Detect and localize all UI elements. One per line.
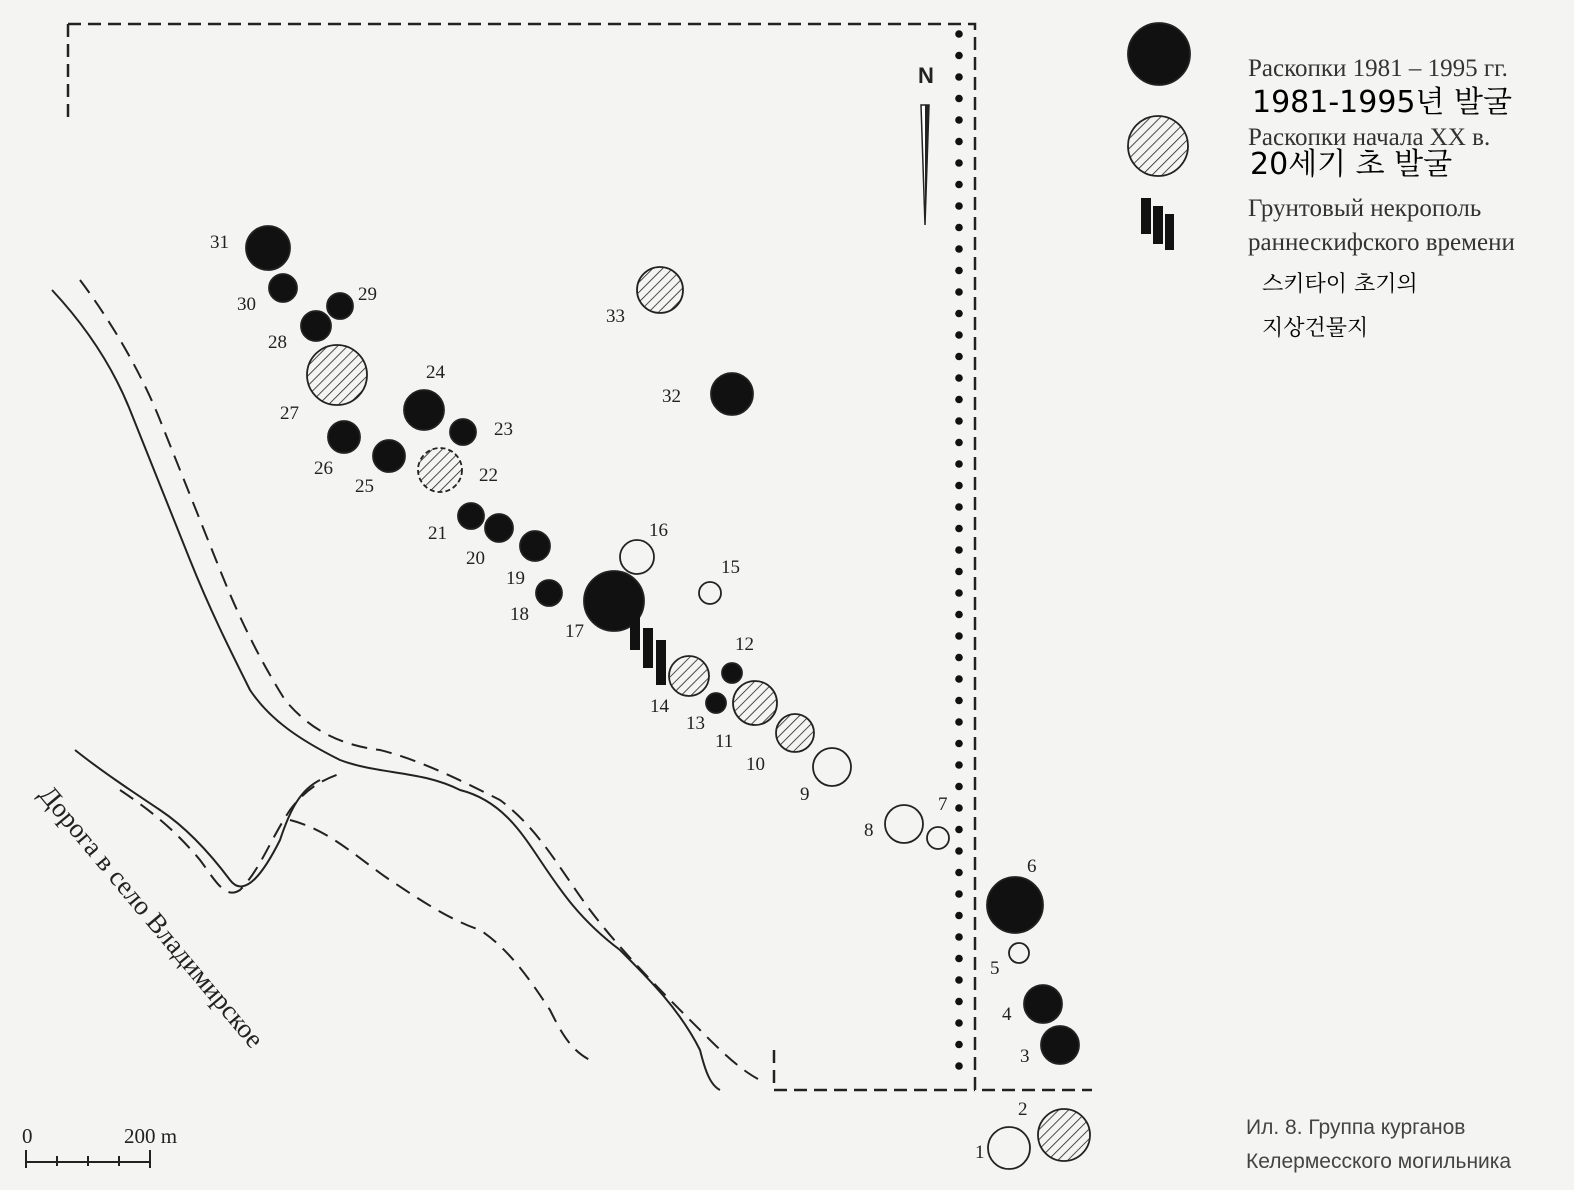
dotted-line-dot [955, 245, 963, 253]
svg-text:2: 2 [1018, 1099, 1028, 1120]
svg-text:20: 20 [466, 548, 485, 569]
dotted-line-dot [955, 374, 963, 382]
dotted-line-dot [955, 804, 963, 812]
kurgan-33 [637, 267, 683, 313]
legend-excavation-early-ko: 20세기 초 발굴 [1250, 147, 1453, 182]
dotted-line-dot [955, 95, 963, 103]
dotted-line-dot [955, 288, 963, 296]
north-label: N [918, 63, 934, 88]
dotted-line-dot [955, 568, 963, 576]
dotted-line-dot [955, 761, 963, 769]
svg-text:9: 9 [800, 784, 810, 805]
dotted-line-dot [955, 783, 963, 791]
dotted-line-dot [955, 224, 963, 232]
dotted-line-dot [955, 1062, 963, 1070]
necropolis-trenches [630, 615, 666, 685]
dotted-line-dot [955, 847, 963, 855]
svg-text:14: 14 [650, 696, 669, 717]
legend-necropolis-ko-1: 스키타이 초기의 [1262, 272, 1418, 297]
dotted-line-dot [955, 890, 963, 898]
figure-caption-line1: Ил. 8. Группа курганов [1246, 1116, 1466, 1139]
kurgan-22 [418, 448, 462, 492]
dotted-line-dot [955, 503, 963, 511]
dotted-line-dot [955, 955, 963, 963]
svg-text:5: 5 [990, 958, 1000, 979]
kurgan-15 [699, 582, 721, 604]
dotted-line-dot [955, 202, 963, 210]
svg-text:23: 23 [494, 419, 513, 440]
kurgan-21 [458, 503, 484, 529]
svg-text:32: 32 [662, 386, 681, 407]
dotted-line-dot [955, 159, 963, 167]
kurgan-14 [669, 656, 709, 696]
kurgan-26 [328, 421, 360, 453]
scale-bar [26, 1150, 150, 1168]
kurgan-8 [885, 805, 923, 843]
road-label: Дорога в село Владимирское [33, 779, 271, 1054]
dotted-line-dot [955, 632, 963, 640]
scale-end-label: 200 m [124, 1124, 178, 1148]
dotted-line-dot [955, 546, 963, 554]
svg-text:31: 31 [210, 232, 229, 253]
legend-excavation-1981-ru: Раскопки 1981 – 1995 гг. [1248, 55, 1508, 82]
kurgan-30 [269, 274, 297, 302]
svg-text:12: 12 [735, 634, 754, 655]
scale-start-label: 0 [22, 1124, 33, 1148]
dotted-line-dot [955, 482, 963, 490]
svg-text:21: 21 [428, 523, 447, 544]
svg-text:4: 4 [1002, 1004, 1012, 1025]
kurgan-31 [246, 226, 290, 270]
svg-text:29: 29 [358, 284, 377, 305]
legend-necropolis-ru-2: раннескифского времени [1248, 229, 1515, 256]
kurgan-2 [1038, 1109, 1090, 1161]
dotted-line-dot [955, 331, 963, 339]
kurgan-28 [301, 311, 331, 341]
svg-text:28: 28 [268, 332, 287, 353]
legend-symbols [1128, 23, 1190, 250]
svg-text:19: 19 [506, 568, 525, 589]
dotted-line-dot [955, 740, 963, 748]
dotted-line-dot [955, 353, 963, 361]
dotted-line-dot [955, 826, 963, 834]
kurgan-24 [404, 390, 444, 430]
dotted-line-dot [955, 1041, 963, 1049]
excavation-boundary [68, 24, 1092, 1090]
dotted-line-dot [955, 589, 963, 597]
kurgan-27 [307, 345, 367, 405]
dotted-line [955, 30, 963, 1070]
legend-excavation-1981-ko: 1981-1995년 발굴 [1252, 85, 1512, 120]
svg-text:3: 3 [1020, 1046, 1030, 1067]
dotted-line-dot [955, 912, 963, 920]
svg-text:1: 1 [975, 1142, 985, 1163]
kurgan-6 [987, 877, 1043, 933]
svg-text:7: 7 [938, 794, 948, 815]
dotted-line-dot [955, 998, 963, 1006]
kurgan-12 [722, 663, 742, 683]
svg-text:13: 13 [686, 713, 705, 734]
svg-text:18: 18 [510, 604, 529, 625]
dotted-line-dot [955, 1019, 963, 1027]
svg-text:11: 11 [715, 731, 734, 752]
svg-text:25: 25 [355, 476, 374, 497]
legend-necropolis-ru-1: Грунтовый некрополь [1248, 195, 1482, 222]
kurgan-1 [988, 1127, 1030, 1169]
dotted-line-dot [955, 181, 963, 189]
kurgan-3 [1041, 1026, 1079, 1064]
kurgan-4 [1024, 985, 1062, 1023]
svg-text:10: 10 [746, 754, 765, 775]
kurgan-23 [450, 419, 476, 445]
legend-necropolis-ko-2: 지상건물지 [1262, 316, 1369, 341]
kurgan-25 [373, 440, 405, 472]
svg-text:24: 24 [426, 362, 445, 383]
svg-text:17: 17 [565, 621, 584, 642]
kurgan-5 [1009, 943, 1029, 963]
dotted-line-dot [955, 310, 963, 318]
svg-text:22: 22 [479, 465, 498, 486]
dotted-line-dot [955, 116, 963, 124]
svg-text:33: 33 [606, 306, 625, 327]
north-arrow [918, 63, 934, 225]
svg-text:16: 16 [649, 520, 668, 541]
legend-trench-icon [1141, 198, 1174, 250]
kurgan-16 [620, 540, 654, 574]
dotted-line-dot [955, 267, 963, 275]
kurgan-20 [485, 514, 513, 542]
dotted-line-dot [955, 869, 963, 877]
svg-text:8: 8 [864, 820, 874, 841]
kurgan-10 [776, 714, 814, 752]
dotted-line-dot [955, 30, 963, 38]
legend-black-circle-icon [1128, 23, 1190, 85]
kurgan-19 [520, 531, 550, 561]
kurgan-11 [733, 681, 777, 725]
kurgan-32 [711, 373, 753, 415]
dotted-line-dot [955, 718, 963, 726]
svg-text:6: 6 [1027, 856, 1037, 877]
kurgan-18 [536, 580, 562, 606]
figure-caption-line2: Келермесского могильника [1246, 1150, 1512, 1173]
dotted-line-dot [955, 52, 963, 60]
dotted-line-dot [955, 697, 963, 705]
dotted-line-dot [955, 525, 963, 533]
dotted-line-dot [955, 417, 963, 425]
svg-text:27: 27 [280, 403, 299, 424]
dotted-line-dot [955, 460, 963, 468]
dotted-line-dot [955, 976, 963, 984]
dotted-line-dot [955, 73, 963, 81]
dotted-line-dot [955, 933, 963, 941]
svg-text:26: 26 [314, 458, 333, 479]
svg-text:30: 30 [237, 294, 256, 315]
dotted-line-dot [955, 439, 963, 447]
kurgan-9 [813, 748, 851, 786]
dotted-line-dot [955, 675, 963, 683]
legend-excavation-early-ru: Раскопки начала XX в. [1248, 124, 1491, 151]
dotted-line-dot [955, 611, 963, 619]
kurgan-29 [327, 293, 353, 319]
dotted-line-dot [955, 396, 963, 404]
dotted-line-dot [955, 654, 963, 662]
legend-hatched-circle-icon [1128, 116, 1188, 176]
kurgan-13 [706, 693, 726, 713]
kurgan-7 [927, 827, 949, 849]
dotted-line-dot [955, 138, 963, 146]
svg-text:15: 15 [721, 557, 740, 578]
